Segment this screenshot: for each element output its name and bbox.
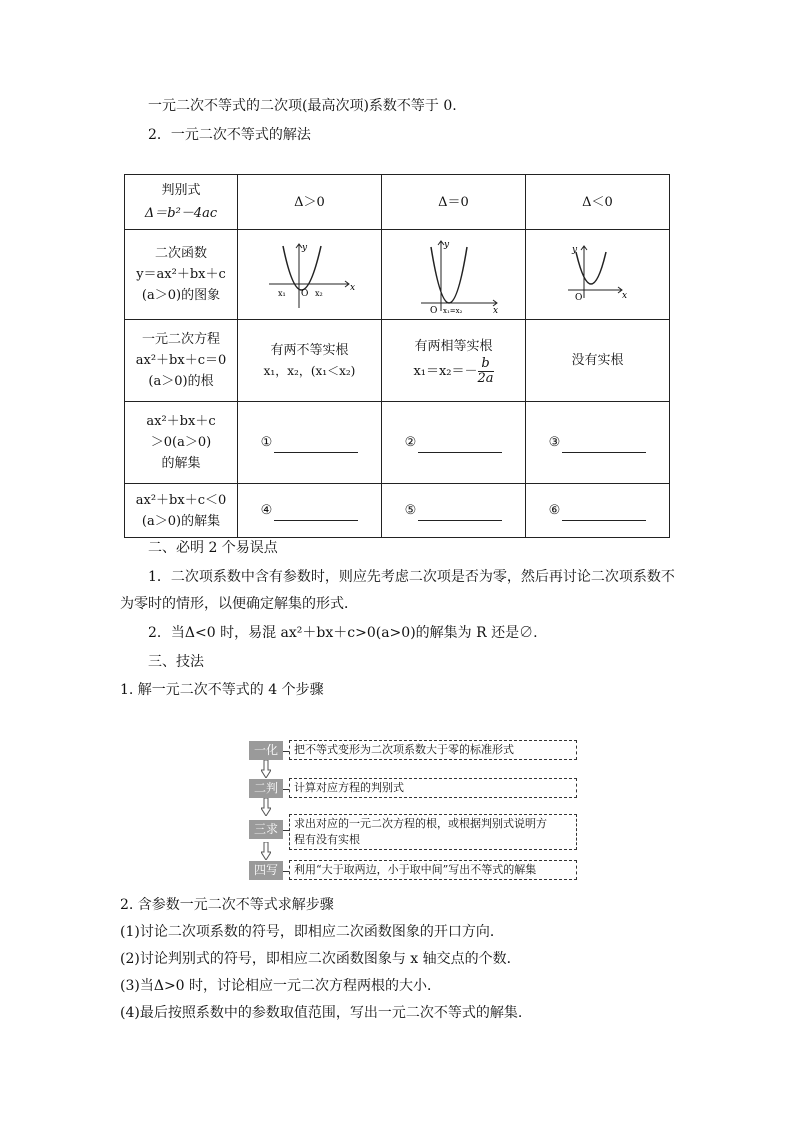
svg-text:x: x bbox=[349, 282, 355, 293]
graph-double-root bbox=[382, 230, 526, 320]
header-delta-negative: Δ＜0 bbox=[526, 175, 670, 230]
blank-2[interactable]: ② bbox=[382, 402, 526, 484]
svg-text:x₁=x₂: x₁=x₂ bbox=[442, 306, 462, 315]
stage-4-label: 四写 bbox=[249, 861, 283, 880]
steps-flowchart bbox=[249, 738, 577, 882]
blank-6[interactable]: ⑥ bbox=[526, 484, 670, 538]
section-solution-heading: 2．一元二次不等式的解法 bbox=[148, 127, 311, 143]
roots-two-distinct: 有两不等实根 x₁，x₂，(x₁＜x₂) bbox=[238, 320, 382, 402]
solution-table bbox=[124, 174, 670, 538]
svg-text:O: O bbox=[429, 305, 437, 315]
row-label-less-solution: ax²＋bx＋c＜0 (a＞0)的解集 bbox=[125, 484, 238, 538]
param-steps-title: 2. 含参数一元二次不等式求解步骤 bbox=[120, 897, 334, 913]
stage-3-text: 求出对应的一元二次方程的根，或根据判别式说明方 程有没有实根 bbox=[289, 814, 577, 850]
roots-none: 没有实根 bbox=[526, 320, 670, 402]
stage-1-label: 一化 bbox=[249, 741, 283, 760]
error-point-1b: 为零时的情形，以便确定解集的形式． bbox=[120, 596, 358, 612]
graph-no-root bbox=[526, 230, 670, 320]
graph-two-roots bbox=[238, 230, 382, 320]
header-delta-positive: Δ＞0 bbox=[238, 175, 382, 230]
svg-text:x₁: x₁ bbox=[277, 288, 286, 298]
roots-equal: 有两相等实根 x₁＝x₂＝－ $\frac{b}{2a}$ bbox=[382, 320, 526, 402]
error-point-2: 2．当Δ<0 时，易混 ax²＋bx＋c>0(a>0)的解集为 R 还是∅. bbox=[148, 625, 538, 641]
svg-text:O: O bbox=[300, 288, 308, 299]
param-step-4: (4)最后按照系数中的参数取值范围，写出一元二次不等式的解集. bbox=[120, 1005, 523, 1021]
down-arrow-icon bbox=[261, 842, 271, 860]
stage-4-text: 利用“大于取两边，小于取中间”写出不等式的解集 bbox=[289, 860, 577, 880]
parabola-no-root-graph bbox=[558, 238, 638, 312]
param-step-2: (2)讨论判别式的符号，即相应二次函数图象与 x 轴交点的个数． bbox=[120, 951, 521, 967]
stage-3-label: 三求 bbox=[249, 820, 283, 839]
param-step-1: (1)讨论二次项系数的符号，即相应二次函数图象的开口方向． bbox=[120, 924, 504, 940]
header-discriminant: 判别式 Δ＝b²－4ac bbox=[125, 175, 238, 230]
parabola-double-root-graph bbox=[409, 235, 499, 315]
stage-1-text: 把不等式变形为二次项系数大于零的标准形式 bbox=[289, 740, 577, 760]
parabola-two-roots-graph bbox=[265, 238, 355, 312]
blank-1[interactable]: ① bbox=[238, 402, 382, 484]
svg-text:y: y bbox=[443, 239, 449, 250]
svg-text:y: y bbox=[301, 242, 307, 253]
fraction-b-over-2a: $\frac{b}{2a}$ bbox=[477, 355, 494, 386]
stage-2-label: 二判 bbox=[249, 779, 283, 798]
svg-text:O: O bbox=[574, 292, 582, 303]
steps-title: 1. 解一元二次不等式的 4 个步骤 bbox=[120, 682, 324, 698]
intro-line: 一元二次不等式的二次项(最高次项)系数不等于 0. bbox=[148, 98, 457, 114]
section-skills-heading: 三、技法 bbox=[148, 654, 204, 670]
svg-text:y: y bbox=[571, 244, 577, 255]
svg-text:x: x bbox=[492, 305, 498, 315]
stage-2-text: 计算对应方程的判别式 bbox=[289, 778, 577, 798]
error-point-1a: 1．二次项系数中含有参数时，则应先考虑二次项是否为零，然后再讨论二次项系数不 bbox=[148, 569, 675, 585]
svg-text:x: x bbox=[621, 290, 627, 301]
blank-4[interactable]: ④ bbox=[238, 484, 382, 538]
param-step-3: (3)当Δ>0 时，讨论相应一元二次方程两根的大小． bbox=[120, 978, 442, 994]
down-arrow-icon bbox=[261, 760, 271, 778]
header-delta-zero: Δ＝0 bbox=[382, 175, 526, 230]
blank-3[interactable]: ③ bbox=[526, 402, 670, 484]
row-label-equation: 一元二次方程 ax²＋bx＋c＝0 (a＞0)的根 bbox=[125, 320, 238, 402]
row-label-function: 二次函数 y＝ax²＋bx＋c (a＞0)的图象 bbox=[125, 230, 238, 320]
down-arrow-icon bbox=[261, 798, 271, 816]
blank-5[interactable]: ⑤ bbox=[382, 484, 526, 538]
row-label-greater-solution: ax²＋bx＋c ＞0(a＞0) 的解集 bbox=[125, 402, 238, 484]
section-errors-heading: 二、必明 2 个易误点 bbox=[148, 540, 278, 556]
svg-text:x₂: x₂ bbox=[314, 288, 323, 298]
